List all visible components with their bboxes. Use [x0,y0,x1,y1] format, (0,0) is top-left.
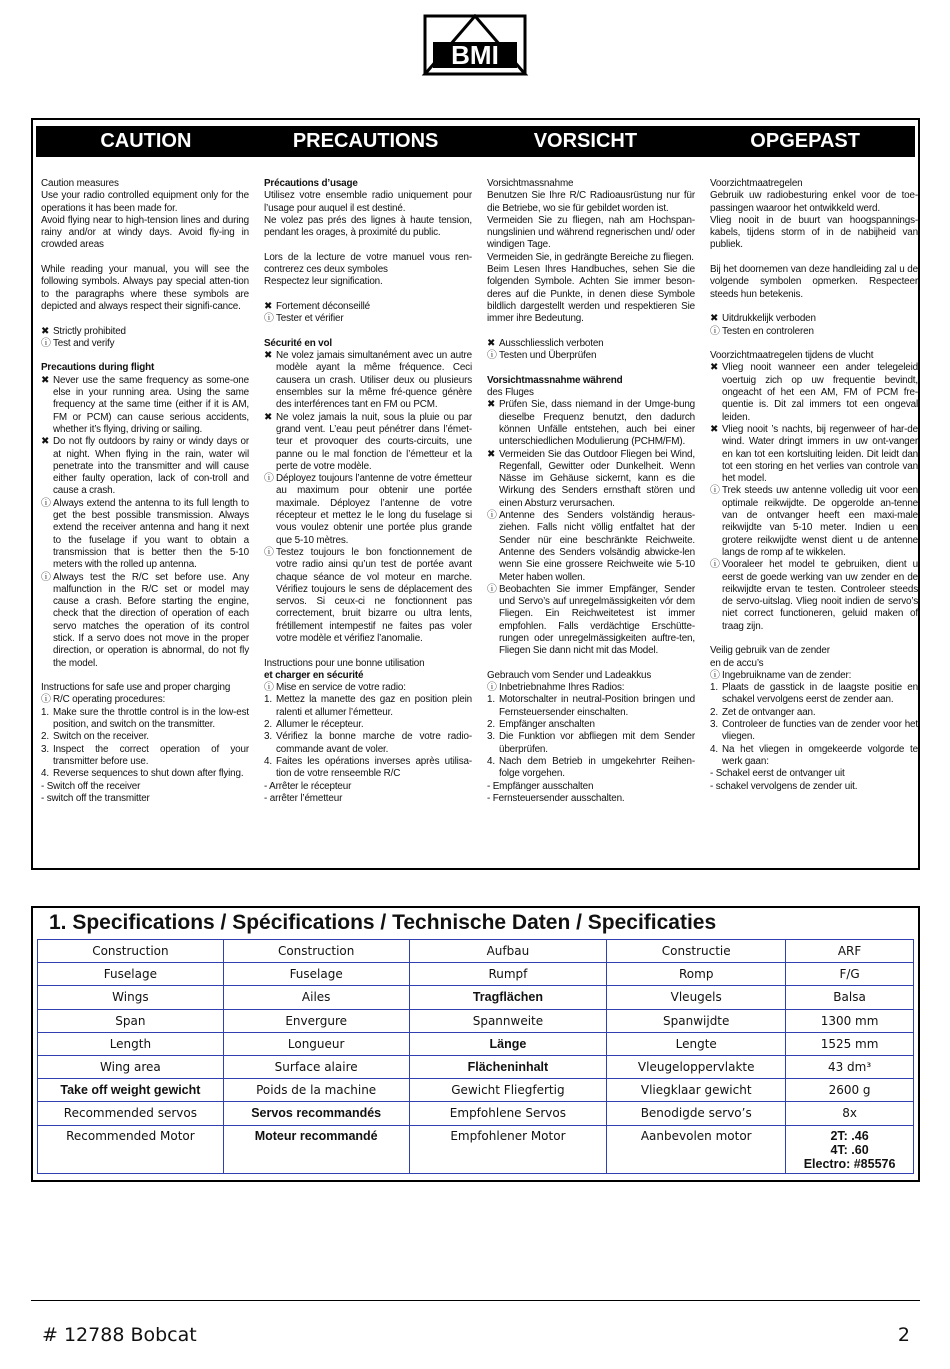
list-item: ⓘ Vooraleer het model te gebruiken, dient u eerst de goede werking van uw zender en de reikwijdte ervan te testen. Controleer steeds de servo-uitslag. Vlieg nooit indien de servo’s niet correct functioneren, geluid maken of traag zijn. [710,559,918,632]
list-item: ✖ Vlieg nooit wanneer een ander telegeleid voertuig zich op uw frequentie bevindt, ongeacht of het een AM, FM of PCM fre-quentie is. Dit zal immers tot een ongeval leiden. [710,362,918,423]
step-end: - arrêter l’émetteur [264,792,343,804]
step: 4. Na het vliegen in omgekeerde volgorde te werk gaan: [710,743,918,767]
list-item: ✖ Do not fly outdoors by rainy or windy days or at night. When flying in the rain, water wil penetrate into the transmitter and will cause either faulty operation, lack of con-troll and cause a crash. [41,436,249,497]
table-cell: Envergure [223,1009,409,1032]
procedure-heading: ⓘ Inbetriebnahme Ihres Radios: [487,682,625,694]
step: 2. Switch on the receiver. [41,731,149,743]
list-item: ✖ Never use the same frequency as some-one else in your running area. Using the same frequency at the same time (either if it is AM, FM or PCM) can cause serious accidents, whether it’s flying, driving or sailing. [41,374,249,435]
table-cell: Vleugels [607,986,786,1009]
table-cell: Flächeninhalt [409,1055,607,1078]
table-cell: ARF [786,940,914,963]
step: 2. Allumer le récepteur. [264,719,364,731]
paragraph: Beim Lesen Ihres Handbuches, sehen Sie die folgenden Symbole. Achten Sie immer beson-deres auf die Punkte, in denen diese Symbole bildlich dargestellt werden und respektieren Sie immer ihre Bedeutung. [487,264,695,325]
table-cell: Länge [409,1032,607,1055]
logo-text: BMI [451,40,499,70]
symbol-legend: ✖ Strictly prohibited [41,325,126,337]
table-row [38,963,914,986]
table-row [38,1055,914,1078]
table-cell: Spannweite [409,1009,607,1032]
procedure-heading: ⓘ R/C operating procedures: [41,694,166,706]
paragraph: Vermeiden Sie, in gedrängte Bereiche zu fliegen. [487,251,694,263]
table-row [38,1102,914,1125]
step: 1. Make sure the throttle control is in the low-est position, and switch on the transmitter. [41,706,249,731]
list-item: ✖ Ne volez jamais la nuit, sous la pluie ou par grand vent. L’eau peut pénétrer dans l’émet-teur et provoquer des courts-circuits, une panne ou le mal fonction de l’émetteur et la perte de votre modèle. [264,411,472,472]
table-cell: Span [38,1009,224,1032]
step-end: - Schakel eerst de ontvanger uit [710,768,845,780]
section-heading: Vorsichtmassnahme [487,178,574,189]
section-heading: et charger en sécurité [264,669,364,681]
step-end: - switch off the transmitter [41,792,150,804]
paragraph: Lors de la lecture de votre manuel vous ren-contrerez ces deux symboles [264,251,472,276]
section-heading: Instructions for safe use and proper charging [41,682,231,694]
info-icon: ⓘ [264,682,274,694]
table-cell: Construction [38,940,224,963]
step: 3. Vérifiez la bonne marche de votre radio-commande avant de voler. [264,731,472,755]
table-cell: Lengte [607,1032,786,1055]
list-item: ⓘ Beobachten Sie immer Empfänger, Sender und Servo’s auf unregelmässigkeiten vór dem Fliegen. Ein Reichweitetest ist immer empfohlen. Falls verdächtige Erschütte-rungen oder unregelmässigkeiten auftre-ten, Fliegen Sie dann nicht mit das Model. [487,583,695,657]
section-heading: Précautions d’usage [264,178,358,189]
list-item: ✖ Ne volez jamais simultanément avec un autre modèle ayant la même fréquence. Ceci causera un crash. Utiliser deux ou plusieurs ensembles sur la même fré-quence génère des interférences tant en FM ou PCM. [264,350,472,411]
paragraph: Use your radio controlled equipment only for the operations it has been made for. [41,190,249,214]
table-cell: Empfohlener Motor [409,1125,607,1173]
paragraph: Vlieg nooit in de buurt van hoogspannings-kabels, tijdens storm of in de nabijheid van publiek. [710,214,918,251]
column-dutch [710,178,918,793]
table-row [38,940,914,963]
table-cell: Aanbevolen motor [607,1125,786,1173]
table-cell: Wings [38,986,224,1009]
table-cell: Recommended Motor [38,1125,224,1173]
table-cell: Constructie [607,940,786,963]
paragraph: Avoid flying near to high-tension lines and during rainy and/or at windy days. Avoid fly-ing in crowded areas [41,214,249,251]
specifications-table [37,939,914,1174]
paragraph: Benutzen Sie Ihre R/C Radioausrüstung nur für die Betriebe, wo sie für gebildet worden ist. [487,190,695,214]
table-cell: Servos recommandés [223,1102,409,1125]
paragraph: Respectez leur signification. [264,276,383,288]
step: 4. Nach dem Betrieb in umgekehrter Reihen-folge vorgehen. [487,755,695,780]
step: 2. Zet de ontvanger aan. [710,706,816,718]
paragraph: Vermeiden Sie zu fliegen, nah am Hochspan-nungslinien und während regnerischen und/ oder windigen Tage. [487,214,695,251]
table-cell: Length [38,1032,224,1055]
motor-value: 2T: .46 [830,1128,869,1143]
table-cell: Ailes [223,986,409,1009]
info-icon: ⓘ [41,694,51,706]
table-cell: 8x [786,1102,914,1125]
section-heading: en de accu’s [710,657,764,669]
column-german [487,178,695,805]
table-cell: F/G [786,963,914,986]
column-english [41,178,249,805]
section-heading: Precautions during flight [41,362,155,374]
info-icon: ⓘ [41,337,51,349]
symbol-legend: ✖ Fortement déconseillé [264,300,371,312]
section-heading: Caution measures [41,178,119,189]
table-cell: 43 dm³ [786,1055,914,1078]
cross-icon: ✖ [487,337,496,349]
paragraph: Ne volez pas prés des lignes à haute tension, pendant les orages, à proximité du public. [264,214,472,239]
section-heading: des Fluges [487,387,534,399]
table-cell: Wing area [38,1055,224,1078]
info-icon: ⓘ [710,669,720,681]
table-cell: Benodigde servo’s [607,1102,786,1125]
symbol-legend: ⓘ Testen und Überprüfen [487,350,597,362]
table-row [38,986,914,1009]
table-cell: Fuselage [38,963,224,986]
step: 3. Controleer de functies van de zender voor het vliegen. [710,719,918,743]
table-cell: Empfohlene Servos [409,1102,607,1125]
header-precautions: PRECAUTIONS [292,130,439,152]
table-cell: Recommended servos [38,1102,224,1125]
table-row [38,1125,914,1173]
list-item: ⓘ Always test the R/C set before use. Any malfunction in the R/C set or model may cause a crash. Before starting the engine, check that the direction of operation of each servo matches the operation of its control stick. If a servo does not move in the proper direction, or operation is abnormal, do not fly the model. [41,571,249,669]
table-cell: Fuselage [223,963,409,986]
section-heading: Voorzichtmaatregelen tijdens de vlucht [710,350,874,362]
list-item: ⓘ Déployez toujours l’antenne de votre émetteur au maximum pour obtenir une portée maximale. Déployez l’antenne de votre récepteur et mettez le le long du fuselage si vous voulez obtenir une portée plus grande que 5-10 mètres. [264,473,472,546]
table-cell: Gewicht Fliegfertig [409,1079,607,1102]
section-heading: Vorsichtmassnahme während [487,374,623,386]
table-row [38,1079,914,1102]
header-opgepast: OPGEPAST [750,130,860,152]
bmi-logo [421,14,529,76]
table-cell: Aufbau [409,940,607,963]
table-cell: Tragflächen [409,986,607,1009]
section-heading: Veilig gebruik van de zender [710,645,830,657]
table-cell: 1300 mm [786,1009,914,1032]
symbol-legend: ✖ Uitdrukkelijk verboden [710,313,816,325]
table-row [38,1009,914,1032]
table-cell: Moteur recommandé [223,1125,409,1173]
section-heading: Sécurité en vol [264,337,332,349]
footer-divider [31,1300,920,1301]
info-icon: ⓘ [264,313,274,325]
list-item: ✖ Vermeiden Sie das Outdoor Fliegen bei Wind, Regenfall, Gewitter oder Dunkelheit. Wenn Nässe im Gehäuse sickernt, kann es die Wirkung des Senders ernsthaft stören und einen Absturz verursachen. [487,448,695,509]
table-cell: Longueur [223,1032,409,1055]
list-item: ⓘ Trek steeds uw antenne volledig uit voor een optimale reikwijdte. De opgerolde an-tenne van de ontvanger heeft een maxi-male reikwijdte van 5-10 meter. Indien u een grotere reikwijdte wenst dient u de antenne langs de romp af te wikkelen. [710,485,918,558]
table-cell: Balsa [786,986,914,1009]
symbol-legend: ✖ Ausschliesslich verboten [487,337,604,349]
table-row [38,1032,914,1055]
step: 1. Motorschalter in neutral-Position bringen und Fernsteuersender einschalten. [487,694,695,718]
caution-banner [36,126,915,157]
table-cell: 1525 mm [786,1032,914,1055]
specifications-title: 1. Specifications / Spécifications / Technische Daten / Specificaties [49,911,717,934]
symbol-legend: ⓘ Testen en controleren [710,325,814,337]
table-cell: Spanwijdte [607,1009,786,1032]
info-icon: ⓘ [710,325,720,337]
procedure-heading: ⓘ Ingebruikname van de zender: [710,669,852,681]
list-item: ⓘ Testez toujours le bon fonctionnement de votre radio ainsi qu’un test de portée avant chaque séance de vol moteur en marche. Vérifiez toujours le sens de déplacement des servos. Si ceux-ci ne fonctionnent pas correctement, bruit bizarre ou ultra lents, frétillement intempestif ne faites pas voler votre modèle et vérifiez l’anomalie. [264,546,472,644]
info-icon: ⓘ [487,350,497,362]
column-french [264,178,472,805]
cross-icon: ✖ [264,300,273,312]
footer-product: # 12788 Bobcat [42,1324,197,1346]
step-end: - Fernsteuersender ausschalten. [487,792,625,804]
step: 4. Faites les opérations inverses après utilisa-tion de votre renseemble R/C [264,755,472,780]
paragraph: Bij het doornemen van deze handleiding zal u de volgende symbolen opmerken. Respecteer steeds hun betekenis. [710,264,918,300]
table-cell: Surface alaire [223,1055,409,1078]
paragraph: Utilisez votre ensemble radio uniquement pour l’usage pour auquel il est destiné. [264,190,472,214]
section-heading: Instructions pour une bonne utilisation [264,657,425,669]
step-end: - schakel vervolgens de zender uit. [710,780,858,792]
symbol-legend: ⓘ Tester et vérifier [264,313,344,325]
table-cell: Take off weight gewicht [38,1079,224,1102]
specifications-section [31,906,920,1182]
motor-values-cell [786,1125,914,1173]
section-heading: Voorzichtmaatregelen [710,178,803,189]
list-item: ⓘ Always extend the antenna to its full length to get the best possible transmission. Always extend the receiver antenna and hang it next to the fuselage if you want to obtain a transmission that is better then the 5-10 meters with the rolled up antenna. [41,497,249,571]
symbol-legend: ⓘ Test and verify [41,337,115,349]
step: 1. Plaats de gasstick in de laagste positie en schakel vervolgens eerst de zender aan. [710,682,918,706]
info-icon: ⓘ [487,682,497,694]
section-heading: Gebrauch vom Sender und Ladeakkus [487,669,652,681]
step: 2. Empfänger anschalten [487,719,595,731]
table-cell: Romp [607,963,786,986]
paragraph: Gebruik uw radiobesturing enkel voor de toe-passingen waaroor het ontwikkeld werd. [710,190,918,214]
step-end: - Switch off the receiver [41,780,141,792]
table-cell: 2600 g [786,1079,914,1102]
table-cell: Poids de la machine [223,1079,409,1102]
cross-icon: ✖ [41,325,50,337]
step-end: - Empfänger ausschalten [487,780,594,792]
step: 3. Die Funktion vor abfliegen mit dem Sender überprüfen. [487,731,695,755]
caution-section [31,118,920,870]
header-vorsicht: VORSICHT [533,130,638,152]
table-cell: Vliegklaar gewicht [607,1079,786,1102]
step: 4. Reverse sequences to shut down after flying. [41,768,244,780]
motor-value: Electro: #85576 [803,1156,896,1171]
header-caution: CAUTION [100,130,192,152]
list-item: ✖ Vlieg nooit ’s nachts, bij regenweer of har-de wind. Water dringt immers in uw ont-vanger en kan tot een kortsluiting leiden. Dit leidt dan tot een storing en het verlies van controle van het model. [710,423,918,485]
procedure-heading: ⓘ Mise en service de votre radio: [264,682,406,694]
cross-icon: ✖ [710,313,719,325]
step: 1. Mettez la manette des gaz en position plein ralenti et allumer l’émetteur. [264,694,472,718]
page-number: 2 [897,1324,910,1346]
step: 3. Inspect the correct operation of your transmitter before use. [41,743,249,767]
table-cell: Vleugeloppervlakte [607,1055,786,1078]
table-cell: Rumpf [409,963,607,986]
step-end: - Arrêter le récepteur [264,780,352,792]
list-item: ⓘ Antenne des Senders volständig heraus-ziehen. Falls nicht völlig entfaltet hat der Sender nür eine beschränkte Reichweite. Antenne des Senders volsändig abwicke-len wenn Sie eine grossere Reichweite wie 5-10 Meter haben wollen. [487,510,695,583]
motor-value: 4T: .60 [830,1142,869,1157]
paragraph: While reading your manual, you will see the following symbols. Always pay special atten-tion to the paragraphs where these symbols are depicted and always respect their signifi-cance. [41,264,249,312]
list-item: ✖ Prüfen Sie, dass niemand in der Umge-bung dieselbe Frequenz benutzt, den dadurch können Unfälle entstehen, auch bei einer unterschiedlichen Modulierung (PCHM/FM). [487,399,695,448]
table-cell: Construction [223,940,409,963]
